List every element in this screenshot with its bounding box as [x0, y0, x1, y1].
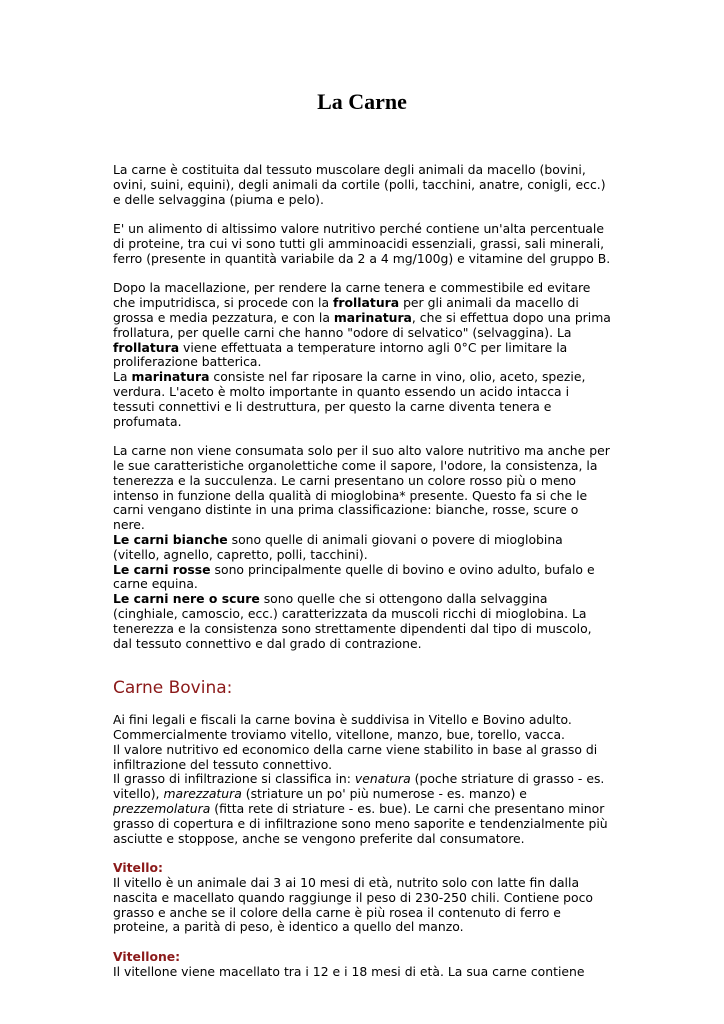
text-run: per gli animali da macello di grossa e media pezzatura, e con la — [113, 295, 579, 325]
paragraph-vitello: Il vitello è un animale dai 3 ai 10 mesi di età, nutrito solo con latte fin dalla nascita e macellato quando raggiunge il peso di 230-250 chili. Contiene poco grasso e anche se il colore della carne è più rosea il contenuto di ferro e proteine, a parità di peso, è identico a quello del manzo. — [113, 875, 593, 935]
paragraph-bovina-commerciale: Commercialmente troviamo vitello, vitellone, manzo, bue, torello, vacca. — [113, 727, 565, 743]
text-run: (poche striature di grasso - es. vitello), — [113, 771, 605, 802]
text-run: , che si effettua dopo una prima frollatura, per quelle carni che hanno "odore di selvatico" (selvaggina). La — [113, 309, 611, 340]
bold-term: Le carni nere o scure — [113, 591, 260, 607]
document-body — [113, 163, 613, 980]
bold-term: marinatura — [333, 309, 412, 325]
page-title: La Carne — [317, 89, 407, 114]
paragraph-frollatura — [113, 281, 613, 370]
text-run: viene effettuata a temperature intorno agli 0°C per limitare la proliferazione batterica. — [113, 339, 568, 370]
bold-term: Le carni rosse — [113, 561, 211, 577]
section-heading-carne-bovina: Carne Bovina: — [113, 678, 233, 699]
paragraph-carni-bianche — [113, 533, 613, 563]
bold-term: Le carni bianche — [113, 531, 228, 547]
paragraph-organolettiche: La carne non viene consumata solo per il suo alto valore nutritivo ma anche per le sue caratteristiche organolettiche come il sapore, l'odore, la consistenza, la tenerezza e la succulenza. Le carni presentano un colore rosso più o meno intenso in funzione della qualità di mioglobina* presente. Questo fa si che le carni vengano distinte in una prima classificazione: bianche, rosse, scure o nere. — [113, 443, 610, 533]
bold-term: frollatura — [333, 295, 400, 311]
italic-term: marezzatura — [163, 786, 242, 802]
subheading-vitello: Vitello: — [113, 860, 163, 876]
text-run: La — [113, 369, 132, 385]
paragraph-bovina-grasso — [113, 772, 613, 846]
text-run: sono quelle che si ottengono dalla selvaggina (cinghiale, camoscio, ecc.) caratterizzata da muscoli ricchi di mioglobina. La tenerezza e la consistenza sono strettamente dipendenti dal tipo di muscolo, dal tessuto connettivo e dal grado di contrazione. — [113, 591, 592, 651]
paragraph-nutrition: E' un alimento di altissimo valore nutritivo perché contiene un'alta percentuale di proteine, tra cui vi sono tutti gli amminoacidi essenziali, grassi, sali minerali, ferro (presente in quantità variabile da 2 a 4 mg/100g) e vitamine del gruppo B. — [113, 221, 611, 266]
paragraph-vitellone: Il vitellone viene macellato tra i 12 e i 18 mesi di età. La sua carne contiene — [113, 963, 585, 979]
bold-term: marinatura — [131, 369, 210, 385]
text-run: sono principalmente quelle di bovino e ovino adulto, bufalo e carne equina. — [113, 561, 595, 592]
text-run: Dopo la macellazione, per rendere la carne tenera e commestibile ed evitare che imputridisca, si procede con la — [113, 280, 591, 311]
text-run: sono quelle di animali giovani o povere di mioglobina (vitello, agnello, capretto, polli, tacchini). — [113, 531, 563, 562]
subheading-vitellone: Vitellone: — [113, 949, 181, 965]
paragraph-carni-rosse — [113, 563, 613, 593]
paragraph-bovina-valore: Il valore nutritivo ed economico della carne viene stabilito in base al grasso di infiltrazione del tessuto connettivo. — [113, 741, 598, 772]
paragraph-intro: La carne è costituita dal tessuto muscolare degli animali da macello (bovini, ovini, suini, equini), degli animali da cortile (polli, tacchini, anatre, conigli, ecc.) e delle selvaggina (piuma e pelo). — [113, 162, 606, 207]
text-run: Il grasso di infiltrazione si classifica in: — [113, 771, 355, 787]
paragraph-carni-nere — [113, 592, 613, 651]
text-run: consiste nel far riposare la carne in vino, olio, aceto, spezie, verdura. L'aceto è molto importante in quanto essendo un acido intacca i tessuti connettivi e li destruttura, per questo la carne diventa tenera e profumata. — [113, 369, 586, 429]
italic-term: venatura — [354, 771, 411, 787]
paragraph-bovina-legale: Ai fini legali e fiscali la carne bovina è suddivisa in Vitello e Bovino adulto. — [113, 712, 572, 728]
text-run: (fitta rete di striature - es. bue). Le carni che presentano minor grasso di copertura e di infiltrazione sono meno saporite e tendenzialmente più asciutte e stoppose, anche se vengono preferite dal consumatore. — [113, 801, 608, 846]
italic-term: prezzemolatura — [113, 801, 211, 817]
bold-term: frollatura — [113, 339, 180, 355]
paragraph-marinatura — [113, 370, 613, 429]
text-run: (striature un po' più numerose - es. manzo) e — [241, 786, 527, 802]
